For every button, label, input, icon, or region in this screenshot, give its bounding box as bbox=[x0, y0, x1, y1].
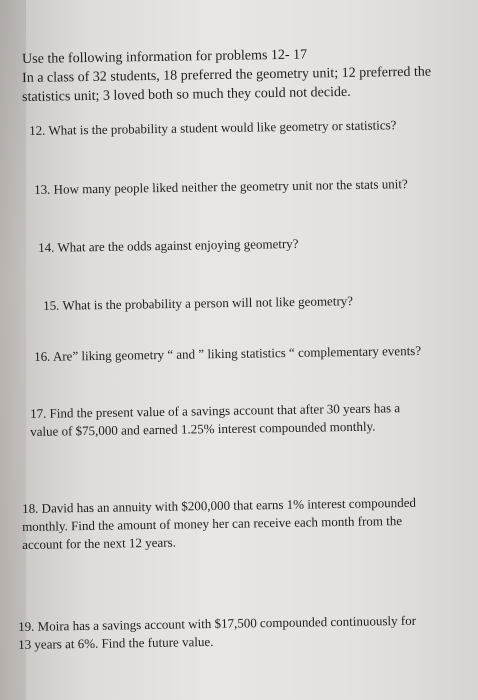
question-18-line-1: 18. David has an annuity with $200,000 that earns 1% interest compounded bbox=[22, 494, 417, 516]
question-17-line-1: 17. Find the present value of a savings account that after 30 years has a bbox=[30, 400, 401, 421]
question-19-line-2: 13 years at 6%. Find the future value. bbox=[18, 633, 214, 652]
intro-line-1: Use the following information for problems 12- 17 bbox=[22, 47, 308, 67]
intro-line-3: statistics unit; 3 loved both so much they could not decide. bbox=[22, 84, 351, 105]
question-15: 15. What is the probability a person will not like geometry? bbox=[43, 293, 354, 313]
question-14: 14. What are the odds against enjoying geometry? bbox=[38, 235, 299, 255]
intro-line-2: In a class of 32 students, 18 preferred the geometry unit; 12 preferred the bbox=[22, 64, 432, 86]
question-12: 12. What is the probability a student would like geometry or statistics? bbox=[29, 117, 397, 138]
question-18-line-2: monthly. Find the amount of money her can receive each month from the bbox=[22, 513, 403, 534]
question-13: 13. How many people liked neither the geometry unit nor the stats unit? bbox=[34, 176, 408, 197]
question-16: 16. Are” liking geometry “ and ” liking statistics “ complementary events? bbox=[34, 342, 422, 364]
question-19-line-1: 19. Moira has a savings account with $17,500 compounded continuously for bbox=[18, 612, 417, 634]
question-17-line-2: value of $75,000 and earned 1.25% interest compounded monthly. bbox=[30, 418, 376, 439]
question-18-line-3: account for the next 12 years. bbox=[22, 534, 176, 552]
